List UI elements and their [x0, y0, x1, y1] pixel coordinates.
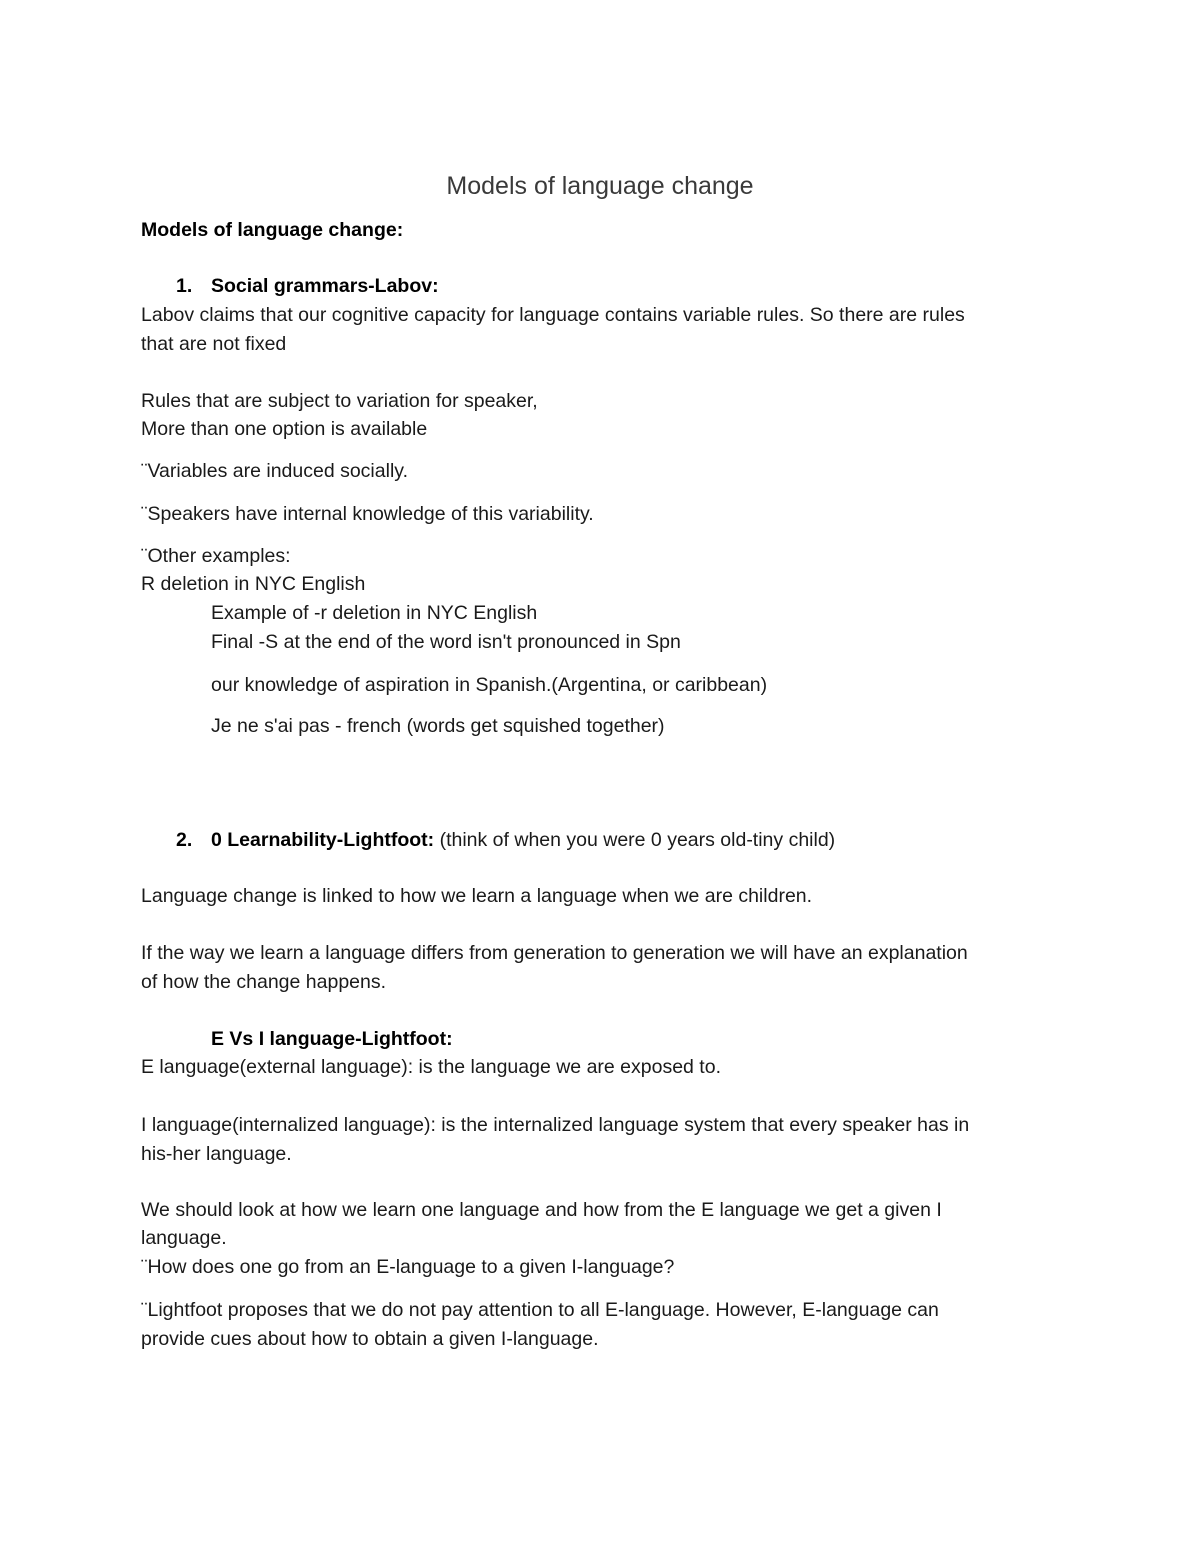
section1-bullet1: ¨Variables are induced socially. [141, 460, 408, 482]
document-heading: Models of language change: [141, 219, 404, 241]
section1-number: 1. [176, 275, 193, 297]
section2-final-line2: provide cues about how to obtain a given I-language. [141, 1328, 599, 1350]
section2-paragraph3-line1: We should look at how we learn one language and how from the E language we get a given I [141, 1199, 942, 1221]
section1-sub-example4: Je ne s'ai pas - french (words get squished together) [211, 715, 665, 737]
section2-final-line1: ¨Lightfoot proposes that we do not pay attention to all E-language. However, E-language can [141, 1299, 939, 1321]
section2-e-language: E language(external language): is the language we are exposed to. [141, 1056, 721, 1078]
section1-title: Social grammars-Labov: [211, 275, 439, 297]
section2-paragraph3-line2: language. [141, 1227, 227, 1249]
section1-sub-example1: Example of -r deletion in NYC English [211, 602, 538, 624]
section2-i-language-line2: his-her language. [141, 1143, 292, 1165]
section2-question: ¨How does one go from an E-language to a given I-language? [141, 1256, 675, 1278]
section2-paragraph1: Language change is linked to how we learn a language when we are children. [141, 885, 813, 907]
section2-paragraph2-line1: If the way we learn a language differs from generation to generation we will have an explanation [141, 942, 968, 964]
section1-bullet2: ¨Speakers have internal knowledge of this variability. [141, 503, 594, 525]
section2-title-note: (think of when you were 0 years old-tiny child) [434, 829, 836, 851]
section2-paragraph2-line2: of how the change happens. [141, 971, 387, 993]
section1-paragraph2-line1: Rules that are subject to variation for speaker, [141, 390, 538, 412]
section1-sub-example2: Final -S at the end of the word isn't pronounced in Spn [211, 631, 681, 653]
section2-title: 0 Learnability-Lightfoot: [211, 829, 435, 851]
section2-i-language-line1: I language(internalized language): is the internalized language system that every speaker has in [141, 1114, 970, 1136]
section2-number: 2. [176, 829, 193, 851]
section1-sub-example3: our knowledge of aspiration in Spanish.(Argentina, or caribbean) [211, 674, 768, 696]
document-title: Models of language change [446, 172, 754, 200]
section1-bullet3: ¨Other examples: [141, 545, 291, 567]
section1-paragraph1-line1: Labov claims that our cognitive capacity for language contains variable rules. So there are rules [141, 304, 965, 326]
section1-paragraph1-line2: that are not fixed [141, 333, 287, 355]
section1-example-main: R deletion in NYC English [141, 573, 366, 595]
section2-title-line [211, 826, 835, 855]
section2-subheading: E Vs I language-Lightfoot: [211, 1028, 453, 1050]
section1-paragraph2-line2: More than one option is available [141, 418, 428, 440]
